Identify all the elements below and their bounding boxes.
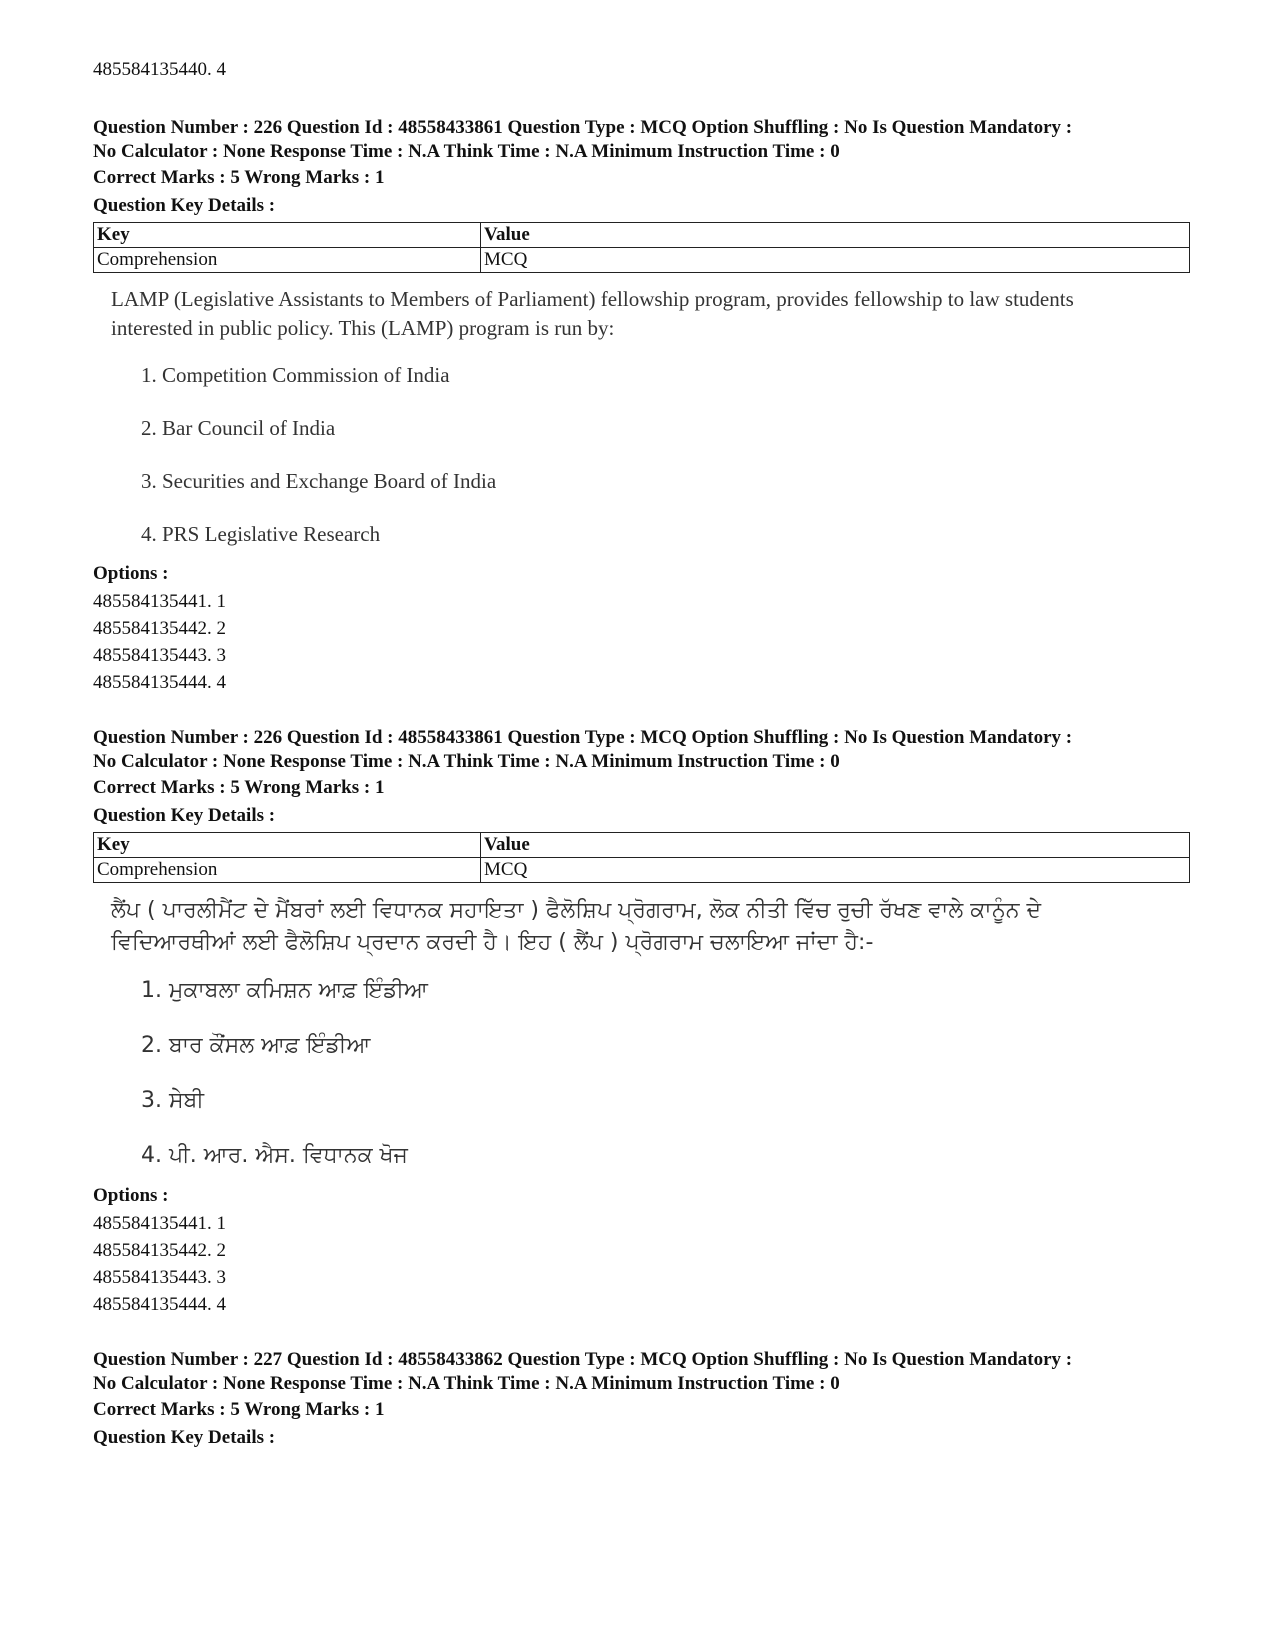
table-cell-key: Comprehension — [94, 248, 481, 273]
choice-item: 4. ਪੀ. ਆਰ. ਐਸ. ਵਿਧਾਨਕ ਖੋਜ — [141, 1143, 408, 1168]
option-item: 485584135443. 3 — [93, 1267, 226, 1288]
options-label: Options : — [93, 563, 169, 584]
question-block — [93, 726, 1193, 1318]
question-header-line-1: Question Number : 227 Question Id : 48558433862 Question Type : MCQ Option Shuffling : No Is Question Mandatory : — [93, 1349, 1073, 1370]
option-item: 485584135443. 3 — [93, 645, 226, 666]
option-item: 485584135441. 1 — [93, 591, 226, 612]
key-details-label: Question Key Details : — [93, 1427, 276, 1448]
option-item: 485584135441. 1 — [93, 1213, 226, 1234]
previous-option-line: 485584135440. 4 — [93, 59, 226, 80]
question-block — [93, 1348, 1193, 1452]
table-row — [94, 248, 1190, 273]
marks-line: Correct Marks : 5 Wrong Marks : 1 — [93, 1399, 385, 1420]
choice-item: 1. ਮੁਕਾਬਲਾ ਕਮਿਸ਼ਨ ਆਫ਼ ਇੰਡੀਆ — [141, 978, 428, 1003]
table-header-key: Key — [94, 833, 481, 858]
table-cell-key: Comprehension — [94, 858, 481, 883]
choice-list — [111, 361, 1193, 548]
choice-item: 2. ਬਾਰ ਕੌਂਸਲ ਆਫ਼ ਇੰਡੀਆ — [141, 1033, 371, 1058]
table-header-value: Value — [481, 833, 1190, 858]
question-header-line-1: Question Number : 226 Question Id : 48558433861 Question Type : MCQ Option Shuffling : No Is Question Mandatory : — [93, 117, 1073, 138]
option-item: 485584135442. 2 — [93, 618, 226, 639]
choice-item: 3. ਸੇਬੀ — [141, 1088, 204, 1113]
key-details-label: Question Key Details : — [93, 805, 276, 826]
question-text: LAMP (Legislative Assistants to Members of Parliament) fellowship program, provides fellowship to law students interested in public policy. This (LAMP) program is run by: — [111, 287, 1074, 340]
document-page — [93, 58, 1193, 1482]
marks-line: Correct Marks : 5 Wrong Marks : 1 — [93, 777, 385, 798]
option-item: 485584135442. 2 — [93, 1240, 226, 1261]
key-details-table — [93, 222, 1190, 273]
choice-list — [111, 977, 1193, 1170]
table-header-key: Key — [94, 223, 481, 248]
table-header-value: Value — [481, 223, 1190, 248]
table-cell-value: MCQ — [481, 858, 1190, 883]
table-cell-value: MCQ — [481, 248, 1190, 273]
question-text: ਲੈਂਪ ( ਪਾਰਲੀਮੈਂਟ ਦੇ ਮੈਂਬਰਾਂ ਲਈ ਵਿਧਾਨਕ ਸਹਾਇਤਾ ) ਫੈਲੋਸ਼ਿਪ ਪ੍ਰੋਗਰਾਮ, ਲੋਕ ਨੀਤੀ ਵਿੱਚ ਰੁਚੀ ਰੱਖਣ ਵਾਲੇ ਕਾਨੂੰਨ ਦੇ ਵਿਦਿਆਰਥੀਆਂ ਲਈ ਫੈਲੋਸ਼ਿਪ ਪ੍ਰਦਾਨ ਕਰਦੀ ਹੈ। ਇਹ ( ਲੈਂਪ ) ਪ੍ਰੋਗਰਾਮ ਚਲਾਇਆ ਜਾਂਦਾ ਹੈ:- — [111, 898, 1042, 955]
option-item: 485584135444. 4 — [93, 1294, 226, 1315]
choice-item: 1. Competition Commission of India — [141, 363, 450, 387]
choice-item: 4. PRS Legislative Research — [141, 522, 381, 546]
question-header-line-2: No Calculator : None Response Time : N.A Think Time : N.A Minimum Instruction Time : 0 — [93, 141, 840, 162]
options-list — [93, 1210, 1193, 1318]
table-row — [94, 858, 1190, 883]
question-content — [111, 895, 1193, 1170]
question-content — [111, 285, 1193, 548]
question-block — [93, 116, 1193, 696]
question-header-line-2: No Calculator : None Response Time : N.A Think Time : N.A Minimum Instruction Time : 0 — [93, 751, 840, 772]
options-label: Options : — [93, 1185, 169, 1206]
key-details-label: Question Key Details : — [93, 195, 276, 216]
question-header-line-1: Question Number : 226 Question Id : 48558433861 Question Type : MCQ Option Shuffling : No Is Question Mandatory : — [93, 727, 1073, 748]
choice-item: 3. Securities and Exchange Board of India — [141, 469, 497, 493]
key-details-table — [93, 832, 1190, 883]
choice-item: 2. Bar Council of India — [141, 416, 336, 440]
marks-line: Correct Marks : 5 Wrong Marks : 1 — [93, 167, 385, 188]
options-list — [93, 588, 1193, 696]
table-header-row — [94, 223, 1190, 248]
question-header-line-2: No Calculator : None Response Time : N.A Think Time : N.A Minimum Instruction Time : 0 — [93, 1373, 840, 1394]
option-item: 485584135444. 4 — [93, 672, 226, 693]
table-header-row — [94, 833, 1190, 858]
